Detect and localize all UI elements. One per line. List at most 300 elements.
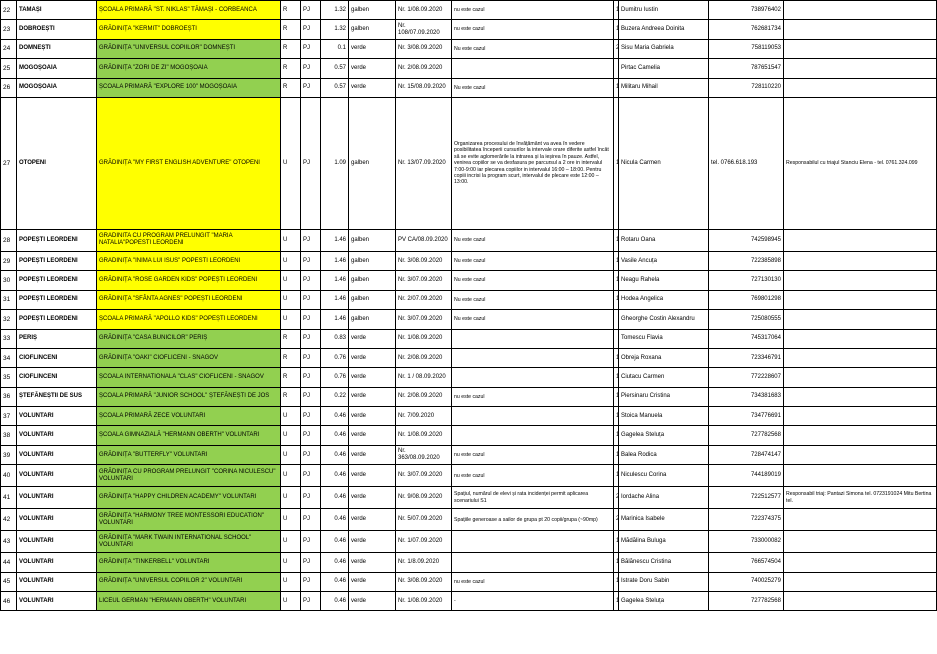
row-number: 28 [1, 229, 17, 251]
decision-number: Nr. 1/08.09.2020 [396, 1, 452, 20]
observations: nu este cazul [452, 20, 614, 39]
phone-number: 744189019 [709, 465, 784, 487]
unit-name: GRĂDINIȚA "CASA BUNICILOR" PERIȘ [97, 329, 281, 348]
phone-number: 787651547 [709, 59, 784, 78]
legal-type: PJ [301, 78, 321, 97]
count: 1 [614, 531, 619, 553]
locality: VOLUNTARI [17, 487, 97, 509]
observations: - [452, 592, 614, 611]
scenario-color: galben [349, 97, 396, 229]
observations: Nu este cazul [452, 310, 614, 329]
decision-number: Nr. 5/07.09.2020 [396, 509, 452, 531]
unit-name: GRĂDINIȚA "HAPPY CHILDREN ACADEMY" VOLUNTARI [97, 487, 281, 509]
observations: Spațiile generoase a sailor de grupa pt 20 copii/grupa (~90mp) [452, 509, 614, 531]
count: 1 [614, 592, 619, 611]
count: 1 [614, 78, 619, 97]
environment: U [281, 271, 301, 290]
observations: nu este cazul [452, 465, 614, 487]
count: 1 [614, 348, 619, 367]
incidence-rate: 0.46 [321, 487, 349, 509]
count: 1 [614, 229, 619, 251]
unit-name: ȘCOALA PRIMARĂ "JUNIOR SCHOOL" ȘTEFĂNEȘTI DE JOS [97, 387, 281, 406]
row-number: 23 [1, 20, 17, 39]
row-number: 34 [1, 348, 17, 367]
observations: nu este cazul [452, 572, 614, 591]
environment: R [281, 368, 301, 387]
triage-responsible [784, 39, 937, 58]
scenario-color: verde [349, 531, 396, 553]
row-number: 45 [1, 572, 17, 591]
contact-person: Neagu Rahela [619, 271, 709, 290]
decision-number: PV CA/08.09.2020 [396, 229, 452, 251]
row-number: 27 [1, 97, 17, 229]
decision-number: Nr. 2/08.09.2020 [396, 348, 452, 367]
unit-name: GRĂDINIȚA "KERMIT" DOBROEȘTI [97, 20, 281, 39]
phone-number: tel. 0766.618.193 [709, 97, 784, 229]
row-number: 43 [1, 531, 17, 553]
observations [452, 426, 614, 445]
table-row [1, 368, 937, 387]
unit-name: GRĂDINIȚA "UNIVERSUL COPIILOR" DOMNEȘTI [97, 39, 281, 58]
scenario-color: verde [349, 592, 396, 611]
scenario-color: galben [349, 271, 396, 290]
unit-name: GRĂDINIȚA "ROSE GARDEN KIDS" POPEȘTI LEORDENI [97, 271, 281, 290]
phone-number: 766574504 [709, 553, 784, 572]
contact-person: Obreja Roxana [619, 348, 709, 367]
locality: ȘTEFĂNEȘTII DE SUS [17, 387, 97, 406]
contact-person: Nicula Carmen [619, 97, 709, 229]
table-row [1, 465, 937, 487]
observations: nu este cazul [452, 1, 614, 20]
scenario-color: verde [349, 487, 396, 509]
count: 1 [614, 251, 619, 270]
locality: TAMAȘI [17, 1, 97, 20]
scenario-color: verde [349, 509, 396, 531]
row-number: 40 [1, 465, 17, 487]
decision-number: Nr. 3/07.09.2020 [396, 310, 452, 329]
row-number: 26 [1, 78, 17, 97]
incidence-rate: 1.46 [321, 271, 349, 290]
legal-type: PJ [301, 290, 321, 309]
observations: nu este cazul [452, 387, 614, 406]
legal-type: PJ [301, 39, 321, 58]
incidence-rate: 0.46 [321, 531, 349, 553]
contact-person: Gagelea Steluța [619, 426, 709, 445]
environment: U [281, 592, 301, 611]
locality: MOGOȘOAIA [17, 59, 97, 78]
environment: R [281, 387, 301, 406]
row-number: 29 [1, 251, 17, 270]
contact-person: Sisu Maria Gabriela [619, 39, 709, 58]
legal-type: PJ [301, 407, 321, 426]
legal-type: PJ [301, 426, 321, 445]
table-row [1, 290, 937, 309]
unit-name: ȘCOALA PRIMARĂ "EXPLORE 100" MOGOȘOAIA [97, 78, 281, 97]
phone-number: 740025279 [709, 572, 784, 591]
legal-type: PJ [301, 59, 321, 78]
observations: Nu este cazul [452, 271, 614, 290]
row-number: 32 [1, 310, 17, 329]
locality: CIOFLINCENI [17, 368, 97, 387]
decision-number: Nr. 3/08.09.2020 [396, 39, 452, 58]
scenario-color: galben [349, 310, 396, 329]
count: 1 [614, 445, 619, 464]
contact-person: Militaru Mihail [619, 78, 709, 97]
environment: U [281, 97, 301, 229]
triage-responsible [784, 445, 937, 464]
observations [452, 368, 614, 387]
count: 1 [614, 1, 619, 20]
scenario-color: galben [349, 251, 396, 270]
scenario-color: verde [349, 407, 396, 426]
triage-responsible [784, 531, 937, 553]
unit-name: GRĂDINIȚA "MY FIRST ENGLISH ADVENTURE" OTOPENI [97, 97, 281, 229]
incidence-rate: 1.46 [321, 229, 349, 251]
locality: VOLUNTARI [17, 509, 97, 531]
legal-type: PJ [301, 1, 321, 20]
environment: R [281, 78, 301, 97]
unit-name: LICEUL GERMAN "HERMANN OBERTH" VOLUNTARI [97, 592, 281, 611]
environment: U [281, 553, 301, 572]
incidence-rate: 0.46 [321, 509, 349, 531]
legal-type: PJ [301, 348, 321, 367]
legal-type: PJ [301, 531, 321, 553]
triage-responsible [784, 1, 937, 20]
phone-number: 722385898 [709, 251, 784, 270]
locality: POPEȘTI LEORDENI [17, 251, 97, 270]
locality: POPEȘTI LEORDENI [17, 271, 97, 290]
phone-number: 769801298 [709, 290, 784, 309]
scenario-color: galben [349, 290, 396, 309]
observations: Nu este cazul [452, 78, 614, 97]
observations: Spațiul, numărul de elevi și rata incidenței permit aplicarea scenariului S1 [452, 487, 614, 509]
unit-name: GRĂDINIȚA "ZORI DE ZI" MOGOȘOAIA [97, 59, 281, 78]
locality: VOLUNTARI [17, 445, 97, 464]
scenario-color: galben [349, 229, 396, 251]
unit-name: GRĂDINIȚA "HARMONY TREE MONTESSORI EDUCATION" VOLUNTARI [97, 509, 281, 531]
scenario-color: verde [349, 387, 396, 406]
legal-type: PJ [301, 97, 321, 229]
incidence-rate: 0.22 [321, 387, 349, 406]
table-row [1, 310, 937, 329]
observations: Nu este cazul [452, 251, 614, 270]
row-number: 22 [1, 1, 17, 20]
legal-type: PJ [301, 572, 321, 591]
row-number: 24 [1, 39, 17, 58]
environment: R [281, 348, 301, 367]
contact-person: Iordache Alina [619, 487, 709, 509]
locality: VOLUNTARI [17, 592, 97, 611]
phone-number: 733000082 [709, 531, 784, 553]
row-number: 30 [1, 271, 17, 290]
incidence-rate: 0.76 [321, 368, 349, 387]
locality: VOLUNTARI [17, 407, 97, 426]
environment: R [281, 39, 301, 58]
environment: U [281, 251, 301, 270]
count: 1 [614, 465, 619, 487]
table-row [1, 229, 937, 251]
decision-number: Nr. 3/07.09.2020 [396, 271, 452, 290]
contact-person: Ciutacu Carmen [619, 368, 709, 387]
decision-number: Nr. 1/07.09.2020 [396, 531, 452, 553]
phone-number: 728110220 [709, 78, 784, 97]
count: 1 [614, 407, 619, 426]
phone-number: 727782568 [709, 426, 784, 445]
decision-number: Nr. 2/08.09.2020 [396, 387, 452, 406]
locality: POPEȘTI LEORDENI [17, 229, 97, 251]
contact-person: Balea Rodica [619, 445, 709, 464]
legal-type: PJ [301, 271, 321, 290]
table-row [1, 97, 937, 229]
table-row [1, 329, 937, 348]
table-row [1, 59, 937, 78]
observations: Nu este cazul [452, 39, 614, 58]
incidence-rate: 1.46 [321, 290, 349, 309]
locality: VOLUNTARI [17, 553, 97, 572]
triage-responsible [784, 387, 937, 406]
observations: nu este cazul [452, 445, 614, 464]
row-number: 25 [1, 59, 17, 78]
decision-number: Nr. 1/8.09.2020 [396, 553, 452, 572]
scenario-color: verde [349, 445, 396, 464]
decision-number: Nr. 3/08.09.2020 [396, 572, 452, 591]
triage-responsible: Responsabilul cu triajul Stanciu Elena - tel. 0761.324.099 [784, 97, 937, 229]
unit-name: GRĂDINIȚA CU PROGRAM PRELUNGIT "CORINA NICULESCU" VOLUNTARI [97, 465, 281, 487]
row-number: 31 [1, 290, 17, 309]
unit-name: ȘCOALA PRIMARĂ "APOLLO KIDS" POPEȘTI LEORDENI [97, 310, 281, 329]
incidence-rate: 1.46 [321, 310, 349, 329]
phone-number: 727130130 [709, 271, 784, 290]
contact-person: Buzera Andreea Doinita [619, 20, 709, 39]
phone-number: 734381683 [709, 387, 784, 406]
observations: Nu este cazul [452, 290, 614, 309]
observations [452, 59, 614, 78]
decision-number: Nr. 7/09.2020 [396, 407, 452, 426]
observations [452, 407, 614, 426]
scenario-color: verde [349, 348, 396, 367]
triage-responsible [784, 271, 937, 290]
decision-number: Nr. 108/07.09.2020 [396, 20, 452, 39]
count: 1 [614, 426, 619, 445]
triage-responsible [784, 509, 937, 531]
contact-person: Stoica Manuela [619, 407, 709, 426]
table-row [1, 39, 937, 58]
table-body [1, 1, 937, 611]
legal-type: PJ [301, 310, 321, 329]
row-number: 35 [1, 368, 17, 387]
contact-person: Marinica Isabele [619, 509, 709, 531]
unit-name: ȘCOALA PRIMARĂ "ST. NIKLAS" TĂMAȘI - CORBEANCA [97, 1, 281, 20]
environment: U [281, 572, 301, 591]
incidence-rate: 0.1 [321, 39, 349, 58]
contact-person: Gheorghe Costin Alexandru [619, 310, 709, 329]
table-row [1, 531, 937, 553]
decision-number: Nr. 1/08.09.2020 [396, 426, 452, 445]
incidence-rate: 0.46 [321, 465, 349, 487]
phone-number: 723346791 [709, 348, 784, 367]
table-row [1, 20, 937, 39]
environment: U [281, 310, 301, 329]
incidence-rate: 1.32 [321, 20, 349, 39]
environment: R [281, 20, 301, 39]
contact-person: Hodea Angelica [619, 290, 709, 309]
phone-number: 725080555 [709, 310, 784, 329]
incidence-rate: 0.83 [321, 329, 349, 348]
row-number: 41 [1, 487, 17, 509]
locality: POPEȘTI LEORDENI [17, 310, 97, 329]
legal-type: PJ [301, 368, 321, 387]
scenario-color: verde [349, 465, 396, 487]
triage-responsible [784, 368, 937, 387]
observations: Nu este cazul [452, 229, 614, 251]
locality: VOLUNTARI [17, 572, 97, 591]
count: 1 [614, 387, 619, 406]
row-number: 33 [1, 329, 17, 348]
table-row [1, 407, 937, 426]
incidence-rate: 1.09 [321, 97, 349, 229]
table-row [1, 426, 937, 445]
legal-type: PJ [301, 251, 321, 270]
count: 1 [614, 368, 619, 387]
row-number: 36 [1, 387, 17, 406]
unit-name: GRĂDINIȚA "UNIVERSUL COPIILOR 2" VOLUNTARI [97, 572, 281, 591]
triage-responsible [784, 553, 937, 572]
decision-number: Nr. 3/08.09.2020 [396, 251, 452, 270]
decision-number: Nr. 2/08.09.2020 [396, 59, 452, 78]
count: 1 [614, 553, 619, 572]
locality: OTOPENI [17, 97, 97, 229]
environment: R [281, 59, 301, 78]
scenario-color: galben [349, 20, 396, 39]
unit-name: GRADINIȚA "INIMA LUI ISUS" POPESTI LEORDENI [97, 251, 281, 270]
phone-number: 772228607 [709, 368, 784, 387]
legal-type: PJ [301, 509, 321, 531]
decision-number: Nr. 3/07.09.2020 [396, 465, 452, 487]
unit-name: GRĂDINIȚA "MARK TWAIN INTERNATIONAL SCHOOL" VOLUNTARI [97, 531, 281, 553]
phone-number: 727782568 [709, 592, 784, 611]
contact-person: Vasile Ancuța [619, 251, 709, 270]
row-number: 38 [1, 426, 17, 445]
phone-number: 762681734 [709, 20, 784, 39]
decision-number: Nr. 15/08.09.2020 [396, 78, 452, 97]
environment: U [281, 509, 301, 531]
incidence-rate: 1.46 [321, 251, 349, 270]
scenario-color: verde [349, 426, 396, 445]
incidence-rate: 1.32 [321, 1, 349, 20]
incidence-rate: 0.46 [321, 445, 349, 464]
triage-responsible [784, 20, 937, 39]
incidence-rate: 0.76 [321, 348, 349, 367]
phone-number: 728474147 [709, 445, 784, 464]
environment: R [281, 329, 301, 348]
triage-responsible [784, 78, 937, 97]
scenario-color: verde [349, 78, 396, 97]
triage-responsible [784, 572, 937, 591]
environment: U [281, 426, 301, 445]
phone-number: 742598945 [709, 229, 784, 251]
row-number: 46 [1, 592, 17, 611]
table-row [1, 487, 937, 509]
locality: PERIȘ [17, 329, 97, 348]
incidence-rate: 0.46 [321, 592, 349, 611]
row-number: 44 [1, 553, 17, 572]
triage-responsible [784, 251, 937, 270]
environment: R [281, 1, 301, 20]
locality: CIOFLINCENI [17, 348, 97, 367]
contact-person: Gagelea Steluța [619, 592, 709, 611]
environment: U [281, 407, 301, 426]
scenario-color: verde [349, 572, 396, 591]
observations [452, 531, 614, 553]
unit-name: ȘCOALA GIMNAZIALĂ "HERMANN OBERTH" VOLUNTARI [97, 426, 281, 445]
row-number: 37 [1, 407, 17, 426]
table-row [1, 445, 937, 464]
locality: VOLUNTARI [17, 531, 97, 553]
contact-person: Dumitru Iustin [619, 1, 709, 20]
unit-name: GRĂDINIȚA "OAKI" CIOFLICENI - SNAGOV [97, 348, 281, 367]
count: 2 [614, 509, 619, 531]
observations: Organizarea procesului de învățământ va avea în vedere posibilitatea începerii cursurilor la intervale orare diferite astfel încât să se evite aglomerările la intrarea și la ieșirea în pauze. Astfel, venirea copiilor se va desfasura pe parcursul a 2 ore in intervalul 7:00-9:00 iar plecarea copiilor in intervalul 16:00 – 18:00. Pentru copiii incrisi la program scurt, intervalul de plecare este 12:00 – 13:00. [452, 97, 614, 229]
row-number: 42 [1, 509, 17, 531]
table-row [1, 1, 937, 20]
count: 2 [614, 487, 619, 509]
triage-responsible [784, 229, 937, 251]
triage-responsible [784, 59, 937, 78]
legal-type: PJ [301, 487, 321, 509]
unit-name: GRADINITA CU PROGRAM PRELUNGIT "MARIA NATALIA"POPESTI LEORDENI [97, 229, 281, 251]
locality: VOLUNTARI [17, 465, 97, 487]
count: 1 [614, 290, 619, 309]
phone-number: 722512577 [709, 487, 784, 509]
contact-person: Tomescu Flavia [619, 329, 709, 348]
legal-type: PJ [301, 592, 321, 611]
decision-number: Nr. 1/08.09.2020 [396, 329, 452, 348]
environment: U [281, 531, 301, 553]
triage-responsible: Responsabil triaj: Pantazi Simona tel. 0723191024 Mitu Bertina tel. [784, 487, 937, 509]
locality: MOGOȘOAIA [17, 78, 97, 97]
observations [452, 348, 614, 367]
table-row [1, 78, 937, 97]
incidence-rate: 0.46 [321, 553, 349, 572]
scenario-color: verde [349, 368, 396, 387]
incidence-rate: 0.57 [321, 78, 349, 97]
scenario-color: verde [349, 39, 396, 58]
count: 1 [614, 97, 619, 229]
table-row [1, 572, 937, 591]
environment: U [281, 465, 301, 487]
incidence-rate: 0.57 [321, 59, 349, 78]
observations [452, 553, 614, 572]
count: 1 [614, 572, 619, 591]
legal-type: PJ [301, 329, 321, 348]
count: 2 [614, 39, 619, 58]
triage-responsible [784, 290, 937, 309]
legal-type: PJ [301, 387, 321, 406]
legal-type: PJ [301, 465, 321, 487]
unit-name: ȘCOALA PRIMARĂ ZECE VOLUNTARI [97, 407, 281, 426]
environment: U [281, 290, 301, 309]
phone-number: 734776691 [709, 407, 784, 426]
decision-number: Nr. 13/07.09.2020 [396, 97, 452, 229]
triage-responsible [784, 426, 937, 445]
contact-person: Mădălina Buluga [619, 531, 709, 553]
incidence-rate: 0.46 [321, 426, 349, 445]
table-row [1, 387, 937, 406]
table-row [1, 348, 937, 367]
observations [452, 329, 614, 348]
decision-number: Nr. 1/08.09.2020 [396, 592, 452, 611]
unit-name: GRĂDINIȚA "SFÂNTA AGNES" POPEȘTI LEORDENI [97, 290, 281, 309]
